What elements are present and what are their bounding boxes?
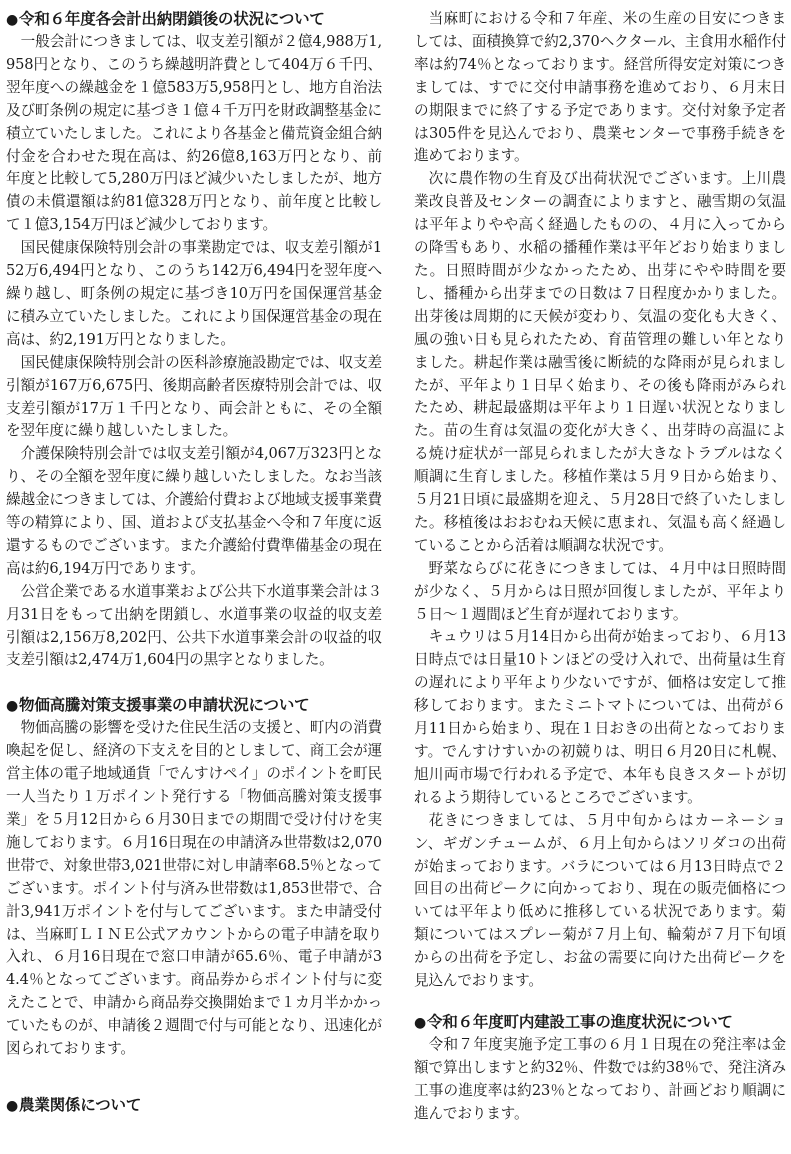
section-heading-prices — [6, 694, 382, 717]
paragraph: 物価高騰の影響を受けた住民生活の支援と、町内の消費喚起を促し、経済の下支えを目的としまして、商工会が運営主体の電子地域通貨「でんすけペイ」のポイントを町民一人当たり１万ポイント発行する「物価高騰対策支援事業」を５月12日から６月30日までの期間で受け付けを実施しております。６月16日現在の申請済み世帯数は2,070世帯で、対象世帯3,021世帯に対し申請率68.5％となってございます。ポイント付与済み世帯数は1,853世帯で、合計3,941万ポイントを付与してございます。また申請受付は、当麻町ＬＩＮＥ公式アカウントからの電子申請を取り入れ、６月16日現在で窓口申請が65.6％、電子申請が34.4％となってございます。商品券からポイント付与に変えたことで、申請から商品券交換開始まで１カ月半かかっていたものが、申請後２週間で付与可能となり、迅速化が図られております。 — [6, 719, 382, 1058]
heading-text: 農業関係について — [19, 1095, 142, 1114]
bullet-icon: ● — [6, 12, 19, 28]
bullet-icon: ● — [414, 1014, 427, 1031]
heading-text: 令和６年度各会計出納閉鎖後の状況について — [19, 10, 325, 28]
paragraph: 令和７年度実施予定工事の６月１日現在の発注率は金額で算出しますと約32％、件数では約38％で、発注済み工事の進度率は約23％となっており、計画どおり順調に進んでおります。 — [414, 1035, 786, 1122]
section-heading-fiscal — [6, 8, 382, 31]
paragraph: 当麻町における令和７年産、米の生産の目安につきましては、面積換算で約2,370ヘクタール、主食用水稲作付率は約74％となっております。経営所得安定対策につきましては、すでに交付申請事務を進めており、６月末日の期限までに終了する予定であります。交付対象予定者は305件を見込んでおり、農業センターで事務手続きを進めております。 — [414, 10, 786, 165]
paragraph: 花きにつきましては、５月中旬からはカーネーション、ギガンチュームが、６月上旬からはソリダコの出荷が始まっております。バラについては６月13日時点で２回目の出荷ピークに向かっており、現在の販売価格については平年より低めに推移している状況であります。菊類についてはスプレー菊が７月上旬、輪菊が７月下旬頃からの出荷を予定し、お盆の需要に向けた出荷ピークを見込んでおります。 — [414, 811, 786, 990]
paragraph: 国民健康保険特別会計の医科診療施設勘定では、収支差引額が167万6,675円、後期高齢者医療特別会計では、収支差引額が17万１千円となり、両会計ともに、その全額を翌年度に繰り越しいたしました。 — [6, 353, 382, 440]
bullet-icon: ● — [6, 698, 19, 715]
right-column — [414, 8, 786, 1126]
section-heading-agri — [6, 1094, 382, 1117]
heading-text: 令和６年度町内建設工事の進度状況について — [427, 1012, 733, 1031]
paragraph: 次に農作物の生育及び出荷状況でございます。上川農業改良普及センターの調査によりますと、融雪期の気温は平年よりやや高く経過したものの、４月に入ってからの降雪もあり、水稲の播種作業は平年どおり始まりました。日照時間が少なかったため、出芽にやや時間を要し、播種から出芽までの日数は７日程度かかりました。出芽後は周期的に天候が変わり、気温の変化も大きく、風の強い日も見られたため、育苗管理の難しい年となりました。耕起作業は融雪後に断続的な降雨が見られましたが、平年より１日早く始まり、その後も降雨がみられたため、耕起最盛期は平年より１日遅い状況となりました。苗の生育は気温の変化が大きく、出芽時の高温による焼け症状が一部見られましたが大きなトラブルはなく順調に生育しました。移植作業は５月９日から始まり、５月21日頃に最盛期を迎え、５月28日で終了いたしました。移植後はおおむね天候に恵まれ、気温も高く経過していることから活着は順調な状況です。 — [414, 170, 786, 554]
section-spacer — [6, 672, 382, 694]
section-spacer — [414, 993, 786, 1011]
bullet-icon: ● — [6, 1097, 19, 1114]
paragraph: キュウリは５月14日から出荷が始まっており、６月13日時点では日量10トンほどの受け入れで、出荷量は生育の遅れにより平年より少ないですが、価格は安定して推移しております。またミニトマトについては、出荷が６月11日から始まり、現在１日おきの出荷となっております。でんすけすいかの初競りは、明日６月20日に札幌、旭川両市場で行われる予定で、本年も良きスタートが切れるよう期待しているところでございます。 — [414, 628, 786, 806]
section-heading-construction — [414, 1011, 786, 1034]
paragraph: 一般会計につきましては、収支差引額が２億4,988万1,958円となり、このうち繰越明許費として404万６千円、翌年度への繰越金を１億583万5,958円とし、地方自治法及び町条例の規定に基づき１億４千万円を財政調整基金に積立ていたしました。これにより各基金と備荒資金組合納付金を合わせた現在高は、約26億8,163万円となり、前年度と比較して5,280万円ほど減少いたしましたが、地方債の未償還額は約81億328万円となり、前年度と比較して１億3,154万円ほど減少しております。 — [6, 33, 382, 234]
paragraph: 公営企業である水道事業および公共下水道事業会計は３月31日をもって出納を閉鎖し、水道事業の収益的収支差引額は2,156万8,202円、公共下水道事業会計の収益的収支差引額は2,474万1,604円の黒字となりました。 — [6, 582, 382, 669]
paragraph: 野菜ならびに花きにつきましては、４月中は日照時間が少なく、５月からは日照が回復しましたが、平年より５日～１週間ほど生育が遅れております。 — [414, 559, 786, 623]
section-spacer — [6, 1061, 382, 1094]
heading-text: 物価高騰対策支援事業の申請状況について — [19, 696, 310, 715]
left-column — [6, 8, 382, 1117]
paragraph: 国民健康保険特別会計の事業勘定では、収支差引額が152万6,494円となり、このうち142万6,494円を翌年度へ繰り越し、町条例の規定に基づき10万円を国保運営基金に積み立ていたしました。これにより国保運営基金の現在高は、約2,191万円となりました。 — [6, 239, 382, 348]
paragraph: 介護保険特別会計では収支差引額が4,067万323円となり、その全額を翌年度に繰り越しいたしました。なお当該繰越金につきましては、介護給付費および地域支援事業費等の精算により、国、道および支払基金へ令和７年度に返還するものでございます。また介護給付費準備基金の現在高は約6,194万円であります。 — [6, 445, 382, 577]
